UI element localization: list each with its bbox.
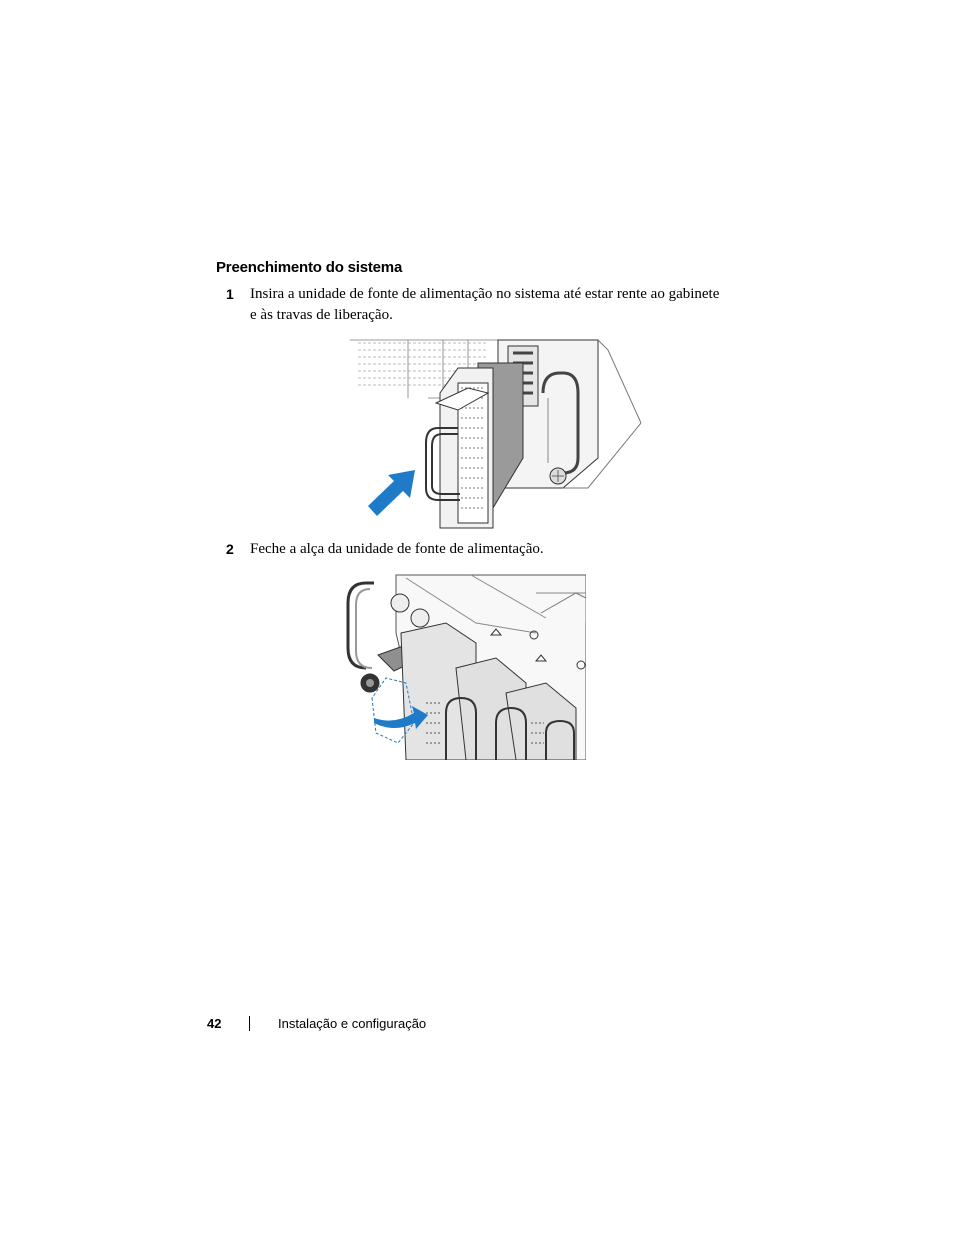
power-supply-handle-close-illustration	[346, 573, 586, 760]
step-number: 2	[226, 541, 234, 557]
step-number: 1	[226, 286, 234, 302]
page-number: 42	[207, 1016, 222, 1031]
footer-title: Instalação e configuração	[278, 1016, 427, 1031]
step-text: Feche a alça da unidade de fonte de alimentação.	[250, 541, 544, 557]
section-heading: Preenchimento do sistema	[216, 259, 403, 276]
power-supply-insert-illustration	[348, 338, 643, 534]
step-text: Insira a unidade de fonte de alimentação no sistema até estar rente ao gabinete e às travas de liberação.	[250, 286, 720, 323]
footer-divider	[249, 1016, 250, 1031]
